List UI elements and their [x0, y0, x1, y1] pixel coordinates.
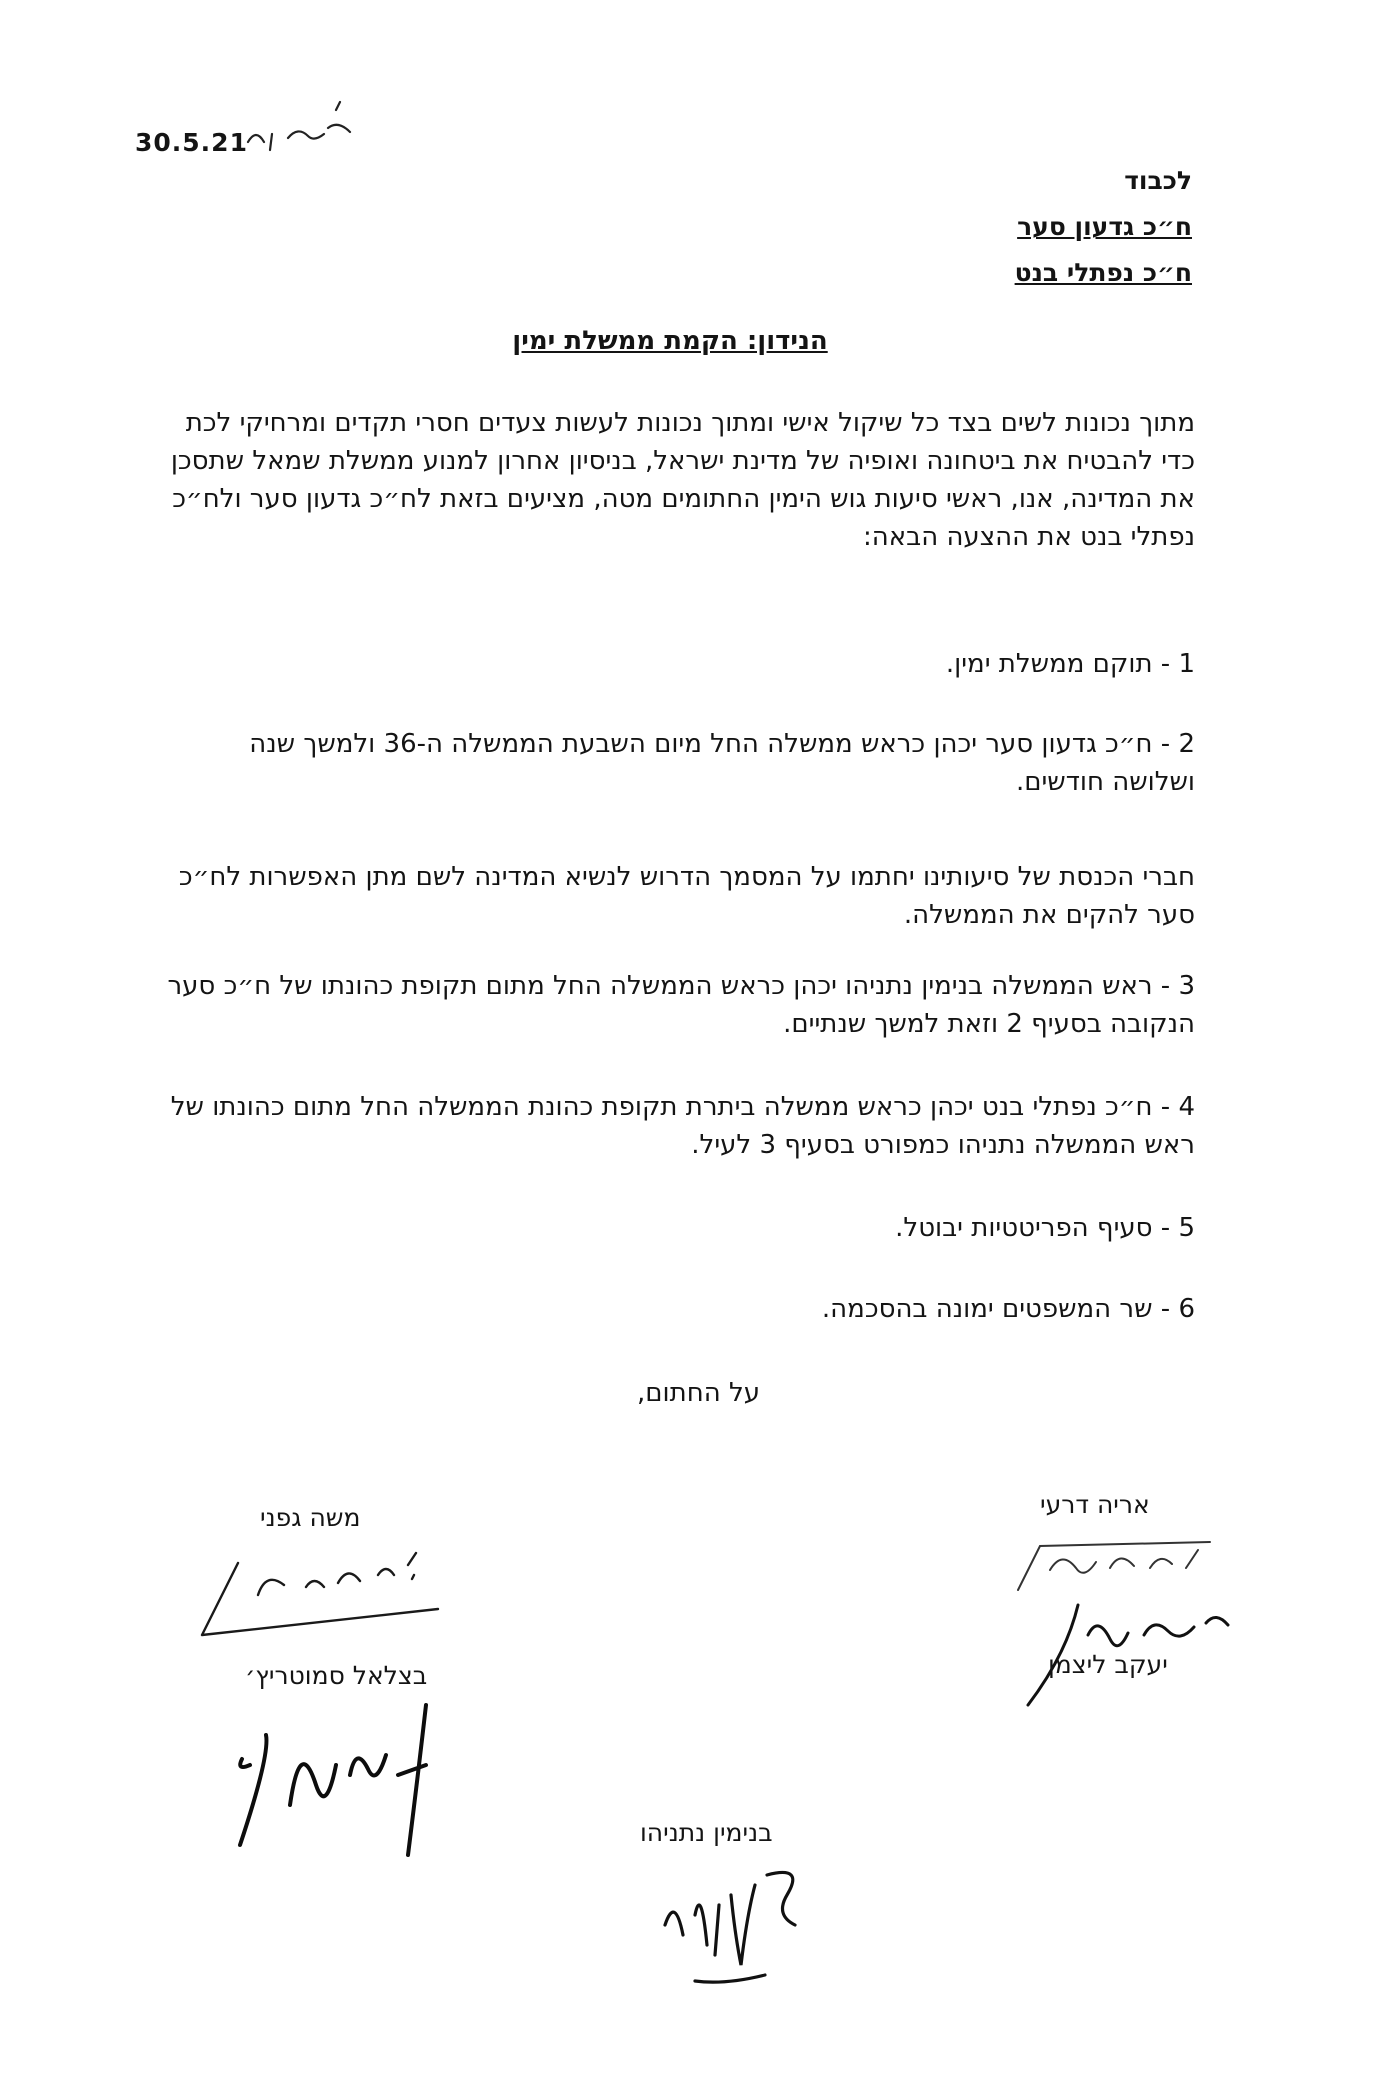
signature-netanyahu — [655, 1855, 815, 1995]
subject-text: הנידון: הקמת ממשלת ימין — [512, 326, 828, 356]
intro-paragraph: מתוך נכונות לשים בצד כל שיקול אישי ומתוך נכונות לעשות צעדים חסרי תקדים ומרחיקי לכת כדי להבטיח את ביטחונה ואופיה של מדינת ישראל, בניסיון אחרון למנוע ממשלת שמאל שתסכן את המדינה, אנו, ראשי סיעות גוש הימין החתומים מטה, מציעים בזאת לח״כ גדעון סער ולח״כ נפתלי בנט את ההצעה הבאה: — [170, 408, 1195, 552]
recipient-bennett: ח״כ נפתלי בנט — [1014, 258, 1192, 287]
signatory-name-gafni: משה גפני — [260, 1503, 361, 1532]
clause-1: 1 - תוקם ממשלת ימין. — [945, 649, 1195, 679]
signatory-name-litzman: יעקב ליצמן — [1048, 1650, 1168, 1679]
handwritten-hebrew-date — [240, 98, 360, 168]
clause-4: 4 - ח״כ נפתלי בנט יכהן כראש ממשלה ביתרת תקופת כהונת הממשלה החל מתום כהונתו של ראש הממשלה נתניהו כמפורט בסעיף 3 לעיל. — [170, 1092, 1195, 1160]
signature-deri — [1010, 1528, 1230, 1598]
clause-6: 6 - שר המשפטים ימונה בהסכמה. — [821, 1294, 1195, 1324]
recipients-block — [592, 158, 1192, 296]
clause-3: 3 - ראש הממשלה בנימין נתניהו יכהן כראש הממשלה החל מתום תקופת כהונתו של ח״כ סער הנקובה בסעיף 2 וזאת למשך שנתיים. — [167, 971, 1195, 1039]
signatory-name-deri: אריה דרעי — [1040, 1490, 1150, 1519]
signatory-name-netanyahu: בנימין נתניהו — [640, 1818, 773, 1847]
subject-line — [0, 326, 1400, 356]
clause-2-continuation: חברי הכנסת של סיעותינו יחתמו על המסמך הדרוש לנשיא המדינה לשם מתן האפשרות לח״כ סער להקים את הממשלה. — [178, 862, 1195, 930]
signature-gafni — [188, 1535, 448, 1645]
salutation: לכבוד — [1124, 166, 1192, 195]
recipient-saar: ח״כ גדעון סער — [1017, 212, 1192, 241]
closing-line: על החתום, — [637, 1378, 760, 1408]
clause-5: 5 - סעיף הפריטטיות יבוטל. — [895, 1213, 1195, 1243]
signature-smotrich — [230, 1695, 450, 1865]
document-date: 30.5.21 — [135, 128, 248, 157]
signatory-name-smotrich: בצלאל סמוטריץ׳ — [245, 1661, 428, 1690]
clause-2: 2 - ח״כ גדעון סער יכהן כראש ממשלה החל מיום השבעת הממשלה ה-36 ולמשך שנה ושלושה חודשים. — [249, 729, 1195, 797]
